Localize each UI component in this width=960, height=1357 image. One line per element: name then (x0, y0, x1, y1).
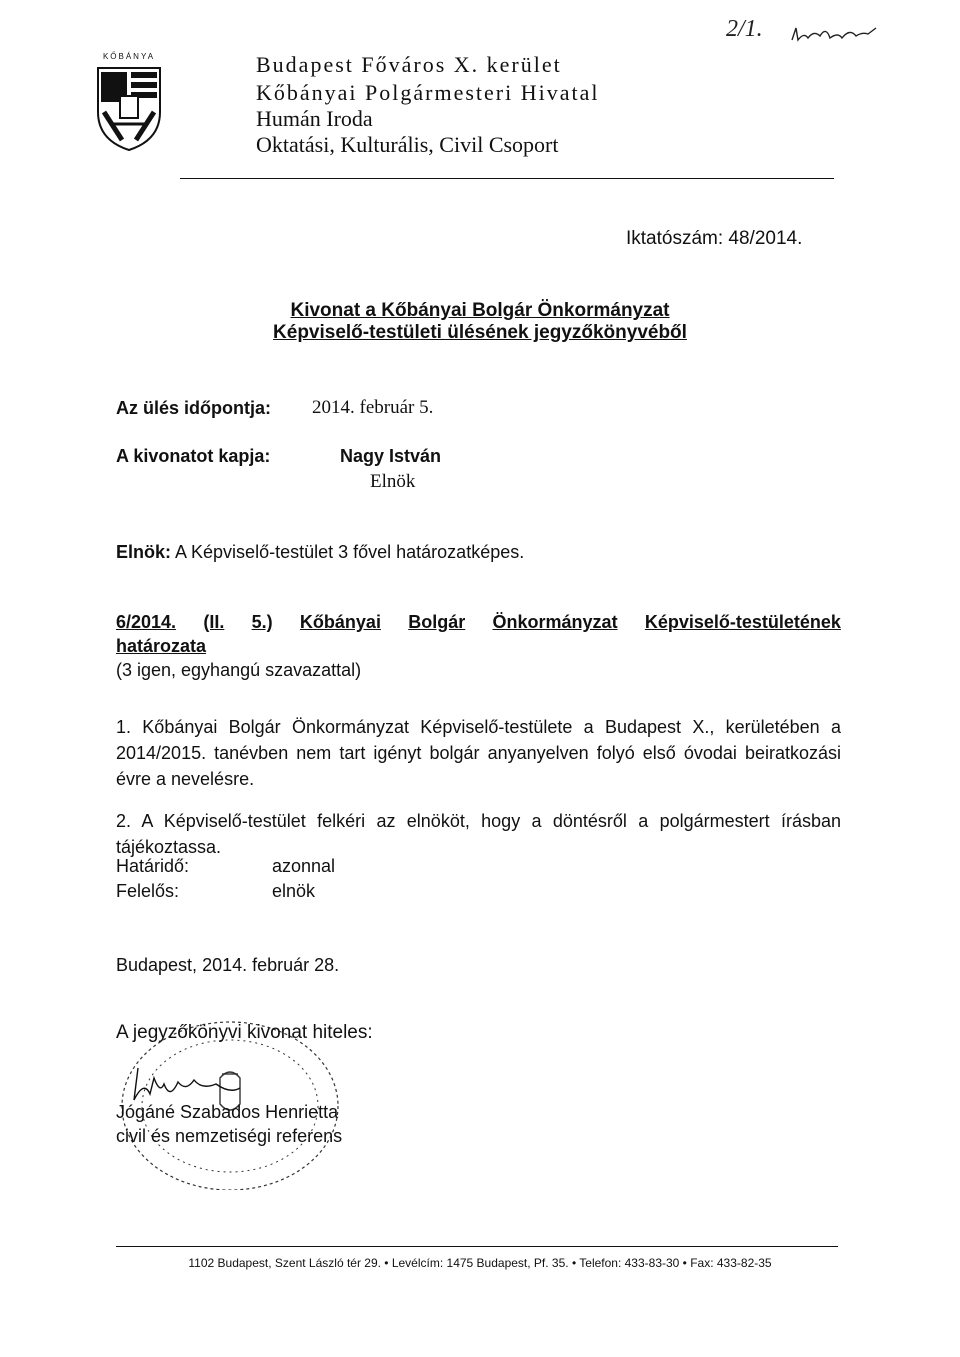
resolution-item-2: 2. A Képviselő-testület felkéri az elnököt, hogy a döntésről a polgármestert írásban tájékoztassa. (116, 811, 841, 857)
header-line-2: Kőbányai Polgármesteri Hivatal (256, 80, 600, 105)
quorum-text: A Képviselő-testület 3 fővel határozatképes. (175, 542, 525, 562)
resolution-head-part: Kőbányai (299, 612, 381, 632)
meeting-date-value: 2014. február 5. (312, 397, 434, 418)
resolution-head-part: Önkormányzat (492, 612, 618, 632)
handwritten-initials (790, 22, 880, 46)
deadline-label: Határidő: (116, 856, 190, 876)
recipient-label: A kivonatot kapja: (116, 446, 271, 466)
quorum-label: Elnök: (116, 542, 172, 562)
responsible-value: elnök (272, 881, 316, 901)
vote-result: (3 igen, egyhangú szavazattal) (116, 660, 362, 680)
resolution-head-part: Bolgár (408, 612, 466, 632)
shield-icon (92, 52, 166, 152)
footer-divider (116, 1246, 838, 1247)
recipient-name: Nagy István (340, 446, 442, 466)
kobanya-crest-logo (92, 52, 166, 152)
registration-number: Iktatószám: 48/2014. (626, 228, 803, 249)
resolution-heading (116, 612, 841, 633)
resolution-item-1: 1. Kőbányai Bolgár Önkormányzat Képviselő-testülete a Budapest X., kerületében a 2014/2015. tanévben nem tart igényt bolgár anyanyelven folyó első óvodai beiratkozási évre a nevelésre. (116, 717, 841, 789)
place-and-date: Budapest, 2014. február 28. (116, 955, 340, 975)
resolution-head-part: (II. (203, 612, 225, 632)
resolution-head-part: 6/2014. (116, 612, 177, 632)
signatory-name: Jógáné Szabados Henrietta (116, 1102, 339, 1122)
responsible-label: Felelős: (116, 881, 180, 901)
header-divider (180, 178, 834, 179)
footer-contact: 1102 Budapest, Szent László tér 29. • Levélcím: 1475 Budapest, Pf. 35. • Telefon: 433-83-30 • Fax: 433-82-35 (188, 1256, 772, 1270)
handwritten-note: 2/1. (726, 16, 763, 42)
header-line-4: Oktatási, Kulturális, Civil Csoport (256, 132, 559, 157)
recipient-role: Elnök (370, 471, 416, 492)
header-line-3: Humán Iroda (256, 106, 373, 131)
crest-label: KŐBÁNYA (102, 52, 156, 61)
resolution-heading-line-2: határozata (116, 636, 207, 656)
meeting-date-label: Az ülés időpontja: (116, 398, 271, 418)
quorum-statement (116, 542, 524, 563)
resolution-head-part: Képviselő-testületének (644, 612, 841, 632)
header-line-1: Budapest Főváros X. kerület (256, 52, 562, 77)
signatory-title: civil és nemzetiségi referens (116, 1126, 343, 1146)
resolution-head-part: 5.) (251, 612, 273, 632)
document-title-line-1: Kivonat a Kőbányai Bolgár Önkormányzat (290, 300, 670, 321)
certification-text: A jegyzőkönyvi kivonat hiteles: (116, 1022, 373, 1043)
deadline-value: azonnal (272, 856, 336, 876)
document-title-line-2: Képviselő-testületi ülésének jegyzőkönyvéből (273, 322, 687, 343)
